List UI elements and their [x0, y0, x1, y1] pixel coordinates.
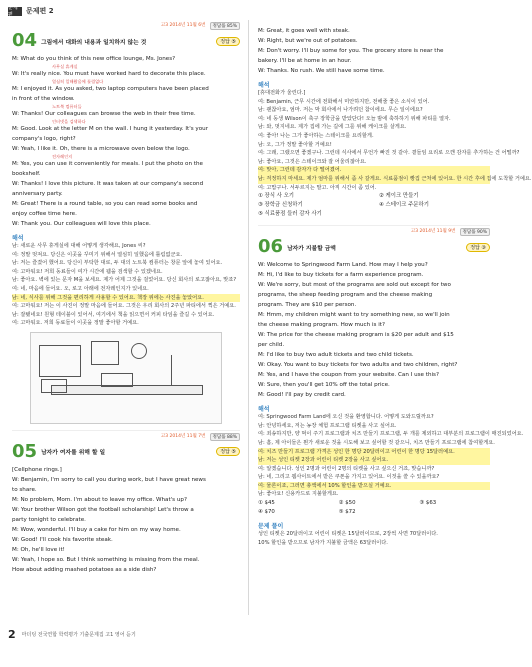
q05-block — [12, 430, 240, 575]
option[interactable]: ⑤ $72 — [338, 509, 356, 516]
script-line: M: I enjoyed it. As you asked, two laptop computers have been placed — [12, 86, 209, 92]
option-row — [258, 508, 490, 517]
translation-line: 여: Benjamin, 근무 시간에 전화해서 미안하지만, 전해줄 좋은 소식이 있어. — [258, 98, 430, 105]
translation-line: 여: Springwood Farm Land에 오신 것을 환영합니다. 어떻게 도와드릴까요? — [258, 414, 434, 421]
q05-rate: 정답률 88% — [210, 433, 240, 441]
q05-translation — [258, 89, 532, 192]
q04-meta — [12, 22, 240, 30]
q04-title: 그림에서 대화의 내용과 일치하지 않는 것 — [41, 39, 147, 46]
script-line: W: Good! I'll cook his favorite steak. — [12, 536, 113, 543]
bookshelf-drawing — [39, 345, 81, 377]
script-line: enjoy coffee time here. — [12, 211, 77, 217]
script-line: program. They are $10 per person. — [258, 302, 357, 309]
translation-line: 여: 맞아, 그런데 감자가 다 떨어졌어. — [258, 166, 490, 175]
script-line: M: Hi, I'd like to buy tickets for a farm experience program. — [258, 272, 424, 279]
laptop-drawing — [101, 373, 133, 387]
q05-script-continued — [258, 26, 490, 76]
q05-title: 남자가 여자를 위해 할 일 — [41, 450, 106, 457]
gloss: 노트북 컴퓨터들 — [52, 104, 82, 109]
q06-rate: 정답률 90% — [460, 228, 490, 236]
page-number: 2 — [8, 628, 16, 641]
script-line: W: Yeah, I like it. Oh, there is a microwave oven below the logo. — [12, 146, 190, 152]
script-line: M: Yes, you can use it conveniently for meals. I put the photo on the — [12, 161, 203, 167]
option[interactable]: ② $50 — [338, 500, 356, 507]
q06-header — [258, 238, 490, 256]
q06-answer: 정답 ③ — [466, 243, 490, 252]
header — [8, 5, 54, 17]
gloss: 인터넷을 검색하다 — [52, 119, 86, 124]
script-line: M: No problem, Mom. I'm about to leave my office. What's up? — [12, 496, 187, 503]
solve-line: 10% 할인을 받으므로 남자가 지불할 금액은 63달러이다. — [258, 539, 388, 546]
q04-translation — [12, 242, 240, 328]
translation-line: 남: 네, 그리고 웹사이트에서 받은 쿠폰을 가지고 있어요. 이것을 쓸 수 있을까요? — [258, 474, 440, 481]
q06-source: 고3 2014년 11월 9번 — [410, 229, 456, 235]
translation-line: 여: 네, 마음에 들어요. 오, 로고 아래에 전자레인지가 있네요. — [12, 285, 149, 292]
left-column — [12, 22, 240, 575]
translation-line: 여: 죄송하지만, 양 먹이 주기 프로그램과 치즈 만들기 프로그램, 두 개를 제외하고 대부분의 프로그램이 매진되었어요. — [258, 431, 524, 438]
script-line: M: Wow, wonderful. I'll buy a cake for him on my way home. — [12, 526, 181, 533]
q04-translation-title: 해석 — [12, 235, 24, 242]
option[interactable]: ④ $70 — [258, 509, 275, 516]
translation-line: 남: 걱정하지 마세요. 제가 엄마를 위해서 좀 사 갈게요. 식료품점이 빵집 근처에 있어요. 한 시간 후에 집에 도착할 거예요. — [258, 175, 532, 182]
gloss: 열심히 일해왔음에 틀림없다 — [52, 79, 104, 84]
translation-line: 여: 고맙구나. 서두르지는 말고. 아직 시간이 좀 있어. — [258, 184, 377, 191]
wall-logo-drawing — [91, 341, 119, 365]
script-line: per child. — [258, 342, 285, 349]
translation-line: 남: 와, 멋지네요. 제가 집에 가는 길에 그를 위해 케이크를 살게요. — [258, 124, 407, 131]
script-line: W: Thanks! Our colleagues can browse the web in their free time. — [12, 111, 196, 117]
q04-script — [12, 54, 240, 229]
q04-answer: 정답 ⑤ — [216, 37, 240, 46]
header-label: 문제편 2 — [26, 7, 54, 15]
script-line: W: Welcome to Springwood Farm Land. How may I help you? — [258, 262, 428, 269]
script-line: M: I'd like to buy two adult tickets and two child tickets. — [258, 352, 414, 359]
translation-line: 남: 좋아요, 그것은 스테이크와 잘 어울리잖아요. — [258, 158, 367, 165]
translation-line: 여: 그래, 그랬으면 좋겠구나. 그런데 식사에서 무언가 빠진 것 같아. 곁들임 요리로 으깬 감자를 추가하는 건 어떨까? — [258, 150, 520, 157]
translation-line: 남: 안녕하세요, 저는 농장 체험 프로그램 티켓을 사고 싶어요. — [258, 422, 397, 429]
script-line: W: It's really nice. You must have worked hard to decorate this place. — [12, 71, 206, 77]
q05-translation-title: 해석 — [258, 82, 270, 89]
q05-source: 고3 2014년 11월 7번 — [160, 433, 206, 439]
q05-options — [258, 192, 490, 219]
script-line: W: Thank you. Our colleagues will love this place. — [12, 221, 151, 227]
translation-line: 여: 고마워요! 저희 동료들이 여가 시간에 웹을 검색할 수 있겠네요. — [12, 268, 163, 275]
translation-line: 남: 좋아요! 신용카드로 지불할게요. — [258, 491, 339, 498]
script-line: W: Sure, then you'll get 10% off the total price. — [258, 382, 390, 389]
translation-line: 남: 좋아요. 벽에 있는 문자 M을 보세요. 제가 어제 그것을 걸었어요. 당신 회사의 로고잖아요, 맞죠? — [12, 277, 237, 284]
option-row — [258, 499, 490, 508]
script-line: M: What do you think of this new office lounge, Ms. Jones? — [12, 56, 176, 62]
script-line: anniversary party. — [12, 191, 63, 197]
translation-line: 여: 네 동생 Wilson이 축구 장학금을 받았단다! 오늘 밤에 축하하기 위해 파티를 열자. — [258, 115, 451, 122]
gloss: 사무실 휴게실 — [52, 64, 78, 69]
q04-header — [12, 32, 240, 50]
translation-line: 남: 네, 식사를 위해 그것을 편리하게 사용할 수 있어요. 책장 위에는 사진을 놓았어요. — [12, 294, 240, 303]
footer — [8, 628, 136, 641]
script-line: the cheese making program. How much is it? — [258, 322, 385, 329]
translation-line: 남: 흠, 제 아이들은 뭔가 새로운 것을 시도해 보고 싶어할 것 같으니, 치즈 만들기 프로그램에 참여할게요. — [258, 439, 495, 446]
option[interactable]: ② 케이크 만들기 — [379, 193, 419, 200]
option-row — [258, 210, 490, 219]
translation-line: 여: 고마워요! 저는 이 사진이 정말 마음에 들어요. 그것은 우리 회사의 2주년 파티에서 찍은 거예요. — [12, 303, 236, 310]
script-line: company's logo, right? — [12, 136, 76, 142]
q06-title: 남자가 지불할 금액 — [287, 245, 336, 252]
q05-script — [12, 465, 240, 575]
translation-line: 여: 고마워요. 저희 동료들이 이곳을 정말 좋아할 거예요. — [12, 320, 139, 327]
script-line: W: Okay. You want to buy tickets for two adults and two children, right? — [258, 362, 458, 369]
translation-line: [휴대전화가 울린다.] — [258, 90, 306, 96]
right-column — [258, 22, 532, 547]
solve-line: 성인 티켓은 20달러이고 어린이 티켓은 15달러이므로, 2장씩 사면 70달러이다. — [258, 531, 438, 538]
q04-number: 04 — [12, 30, 38, 51]
q06-options — [258, 499, 490, 517]
script-line: bakery. I'll be at home in an hour. — [258, 58, 352, 64]
q05-meta — [12, 433, 240, 441]
script-line: How about adding mashed potatoes as a side dish? — [12, 566, 157, 573]
option[interactable]: ① $45 — [258, 500, 275, 507]
clock-drawing — [131, 343, 147, 359]
script-line: M: Great, it goes well with steak. — [258, 28, 350, 34]
script-line: bookshelf. — [12, 171, 41, 177]
translation-line: 여: 좋아! 나는 그가 좋아하는 스테이크를 요리할게. — [258, 132, 374, 139]
script-line: W: Thanks! I love this picture. It was taken at our company's second — [12, 181, 204, 187]
office-lounge-illustration — [30, 332, 222, 424]
option[interactable]: ③ 장학금 신청하기 — [258, 202, 303, 209]
script-line: W: The price for the cheese making program is $20 per adult and $15 — [258, 332, 454, 339]
translation-line: 여: 정말 멋져요. 당신은 이곳을 꾸미기 위해서 열심히 일했음에 틀림없군요. — [12, 251, 183, 258]
script-line: M: Oh, he'll love it! — [12, 546, 65, 553]
option-row — [258, 201, 490, 210]
footer-text: 마더텅 전국연합 학력평가 기출문제집 고1 영어 듣기 — [21, 632, 136, 638]
translation-line: 남: 새로운 사무 휴게실에 대해 어떻게 생각해요, Jones 씨? — [12, 243, 146, 249]
script-line: programs, the sheep feeding program and the cheese making — [258, 292, 433, 299]
translation-line: 남: 저는 즐겼어 했어요. 당신이 부탁한 대로, 두 대의 노트북 컴퓨터는 창문 앞에 놓여 있어요. — [12, 260, 223, 267]
translation-line: 남: 잘됐네요! 원형 테이블이 있어서, 여기에서 책을 읽으면서 커피 타임을 즐길 수 있어요. — [12, 311, 215, 318]
script-line: W: Benjamin, I'm sorry to call you during work, but I have great news — [12, 476, 206, 483]
q05-answer: 정답 ⑤ — [216, 447, 240, 456]
q06-translation-title: 해석 — [258, 406, 270, 414]
q05-header — [12, 440, 240, 462]
option[interactable]: ③ $63 — [419, 500, 437, 507]
script-line: M: Don't worry. I'll buy some for you. The grocery store is near the — [258, 48, 444, 54]
script-line: W: Thanks. No rush. We still have some time. — [258, 68, 385, 74]
script-line: M: Yes, and I have the coupon from your website. Can I use this? — [258, 372, 439, 379]
q06-number: 06 — [258, 236, 284, 258]
q06-script — [258, 260, 490, 400]
microwave-drawing — [41, 379, 67, 393]
header-box: 문제편 — [8, 7, 22, 16]
translation-line: 남: 괜찮아요, 엄마. 저는 막 회사에서 나가려던 참이에요. 무슨 일이에요? — [258, 107, 423, 114]
option-row — [258, 192, 490, 201]
script-line: [Cellphone rings.] — [12, 466, 62, 473]
script-line: to share. — [12, 486, 37, 493]
translation-line: 남: 오, 그가 정말 좋아할 거예요! — [258, 141, 332, 148]
option[interactable]: ④ 스테이크 주문하기 — [379, 202, 429, 209]
translation-line: 여: 알겠습니다. 성인 2명과 어린이 2명의 티켓을 사고 싶으신 거죠, 맞습니까? — [258, 465, 435, 472]
translation-line: 여: 물론이죠, 그러면 총액에서 10% 할인을 받으실 거예요. — [258, 482, 490, 491]
q04-source: 고3 2014년 11월 6번 — [160, 23, 206, 28]
option[interactable]: ⑤ 식료품점 들러 감자 사기 — [258, 211, 322, 218]
script-line: M: Good. Look at the letter M on the wall. I hung it yesterday. It's your — [12, 126, 209, 132]
translation-line: 여: 치즈 만들기 프로그램 가격은 성인 한 명당 20달러이고 어린이 한 명당 15달러예요. — [258, 448, 490, 457]
script-line: M: Great! There is a round table, so you can read some books and — [12, 201, 198, 207]
q06-block — [258, 225, 524, 547]
script-line: M: Hmm, my children might want to try something new, so we'll join — [258, 312, 450, 319]
script-line: party tonight to celebrate. — [12, 516, 86, 523]
script-line: W: We're sorry, but most of the programs are sold out except for two — [258, 282, 451, 289]
gloss: 전자레인지 — [52, 154, 73, 159]
script-line: W: Yeah, I hope so. But I think something is missing from the meal. — [12, 556, 200, 563]
q06-translation — [258, 413, 524, 499]
option[interactable]: ① 장식 사 오기 — [258, 193, 295, 200]
script-line: in front of the window. — [12, 96, 75, 102]
column-divider — [248, 20, 249, 615]
q05-number: 05 — [12, 440, 38, 462]
script-line: M: Good! I'll pay by credit card. — [258, 392, 346, 399]
script-line: W: Your brother Wilson got the football scholarship! Let's throw a — [12, 506, 194, 513]
script-line: W: Right, but we're out of potatoes. — [258, 38, 358, 44]
q06-meta — [258, 228, 490, 236]
q04-rate: 정답률 85% — [210, 22, 240, 30]
q06-solve-title: 문제 풀이 — [258, 523, 284, 531]
translation-line: 남: 저는 성인 티켓 2장과 어린이 티켓 2장을 사고 싶어요. — [258, 456, 490, 465]
